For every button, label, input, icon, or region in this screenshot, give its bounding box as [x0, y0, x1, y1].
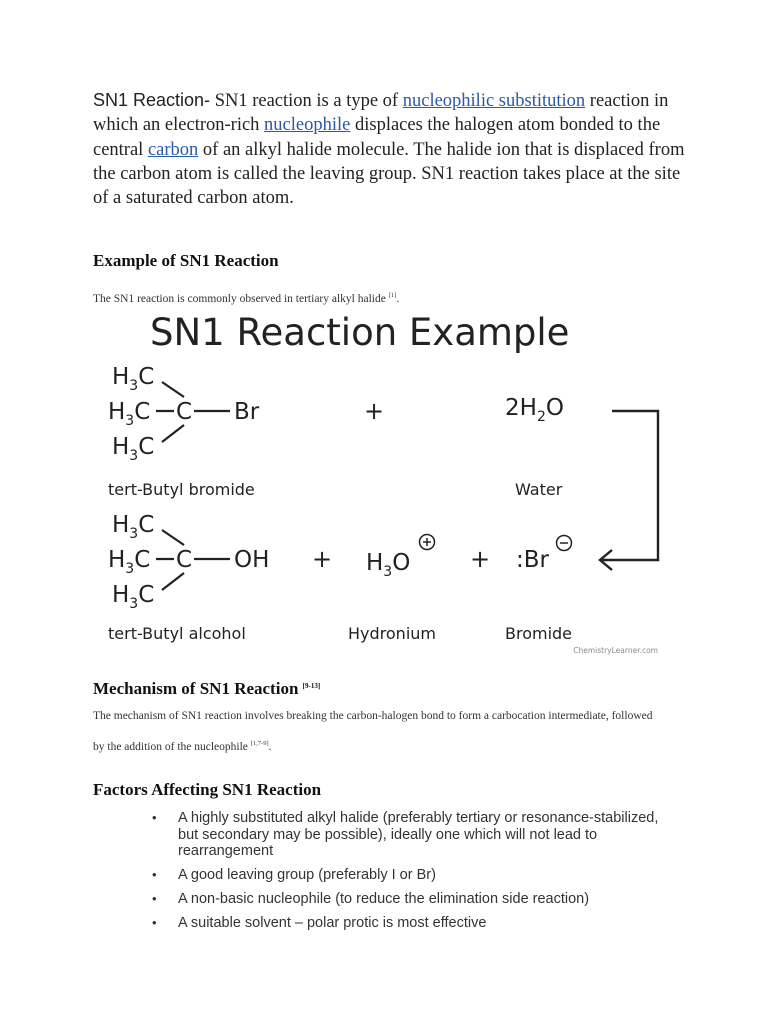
svg-text:2H2O: $2H_2O$ [505, 395, 564, 425]
list-item: • A non-basic nucleophile (to reduce the elimination side reaction) [150, 891, 670, 908]
tert-butyl-bromide-structure [108, 364, 260, 464]
example-text: The SN1 reaction is commonly observed in tertiary alkyl halide [1]. [93, 292, 400, 305]
hydronium-label: Hydronium [348, 624, 436, 643]
svg-text:OH: OH [234, 547, 270, 573]
svg-text::Br: :Br [516, 547, 549, 573]
example-sentence: The SN1 reaction is commonly observed in tertiary alkyl halide [93, 293, 389, 305]
water-formula [505, 395, 564, 425]
intro-text-4: of an alkyl halide molecule. The halide ion that is displaced from the carbon atom is called the leaving group. SN1 reaction takes place at the site of a saturated carbon atom. [93, 139, 685, 209]
intro-text-3: displaces the halogen atom bonded to the central [93, 115, 661, 160]
intro-lead: SN1 Reaction- [93, 90, 211, 110]
plus-sign: + [470, 545, 491, 573]
svg-text:H3C: $H_3C$ [112, 512, 155, 542]
hydronium-formula [366, 535, 435, 581]
svg-text:C: C [176, 399, 193, 425]
reaction-arrow [600, 411, 658, 570]
example-heading: Example of SN1 Reaction [93, 251, 279, 270]
mechanism-ref[interactable]: [1,7-9] [250, 740, 269, 747]
tert-butyl-alcohol-structure [108, 512, 269, 612]
svg-text:H3C: $H_3C$ [112, 364, 155, 394]
intro-text-2: reaction in which an electron-rich [93, 91, 669, 136]
tert-butyl-bromide-label: tert-Butyl bromide [108, 480, 255, 499]
intro-text-1: SN1 reaction is a type of [210, 91, 403, 111]
svg-text:H3C: $H_3C$ [108, 547, 151, 577]
nucleophilic-substitution-link[interactable]: nucleophilic substitution [402, 91, 586, 111]
mechanism-heading: Mechanism of SN1 Reaction [9-13] [93, 679, 321, 698]
plus-sign: + [312, 545, 333, 573]
bromide-formula [516, 536, 572, 574]
intro-paragraph [93, 88, 693, 210]
bromide-label: Bromide [505, 624, 573, 643]
water-label: Water [515, 480, 563, 499]
svg-text:H3C: $H_3C$ [112, 434, 155, 464]
mechanism-heading-ref[interactable]: [9-13] [302, 682, 321, 690]
list-item: • A good leaving group (preferably I or Br) [150, 867, 670, 884]
factors-list [150, 810, 670, 939]
mechanism-text: The mechanism of SN1 reaction involves breaking the carbon-halogen bond to form a carbocation intermediate, followed by the addition of the nucleophile [1,7-9]. [93, 710, 653, 753]
tert-butyl-alcohol-label: tert-Butyl alcohol [108, 624, 246, 643]
watermark: ChemistryLearner.com [573, 646, 658, 655]
example-ref[interactable]: [1] [388, 292, 397, 299]
svg-text:H3C: $H_3C$ [108, 399, 151, 429]
sn1-reaction-figure [92, 305, 692, 665]
svg-text:Br: Br [234, 399, 260, 425]
svg-text:H3C: $H_3C$ [112, 582, 155, 612]
figure-title: SN1 Reaction Example [150, 311, 570, 354]
carbon-link[interactable]: carbon [147, 139, 199, 160]
plus-sign: + [364, 397, 385, 425]
mechanism-sentence: The mechanism of SN1 reaction involves breaking the carbon-halogen bond to form a carbocation intermediate, followed by the addition of the nucleophile [93, 710, 653, 753]
svg-text:H3O: $H_3O$ [366, 550, 411, 580]
list-item: • A suitable solvent – polar protic is most effective [150, 915, 670, 932]
factors-heading: Factors Affecting SN1 Reaction [93, 780, 322, 799]
svg-text:C: C [176, 547, 193, 573]
list-item: • A highly substituted alkyl halide (preferably tertiary or resonance-stabilized, but secondary may be possible), ideally one which will not lead to rearrangement [150, 810, 670, 860]
nucleophile-link[interactable]: nucleophile [264, 115, 351, 136]
